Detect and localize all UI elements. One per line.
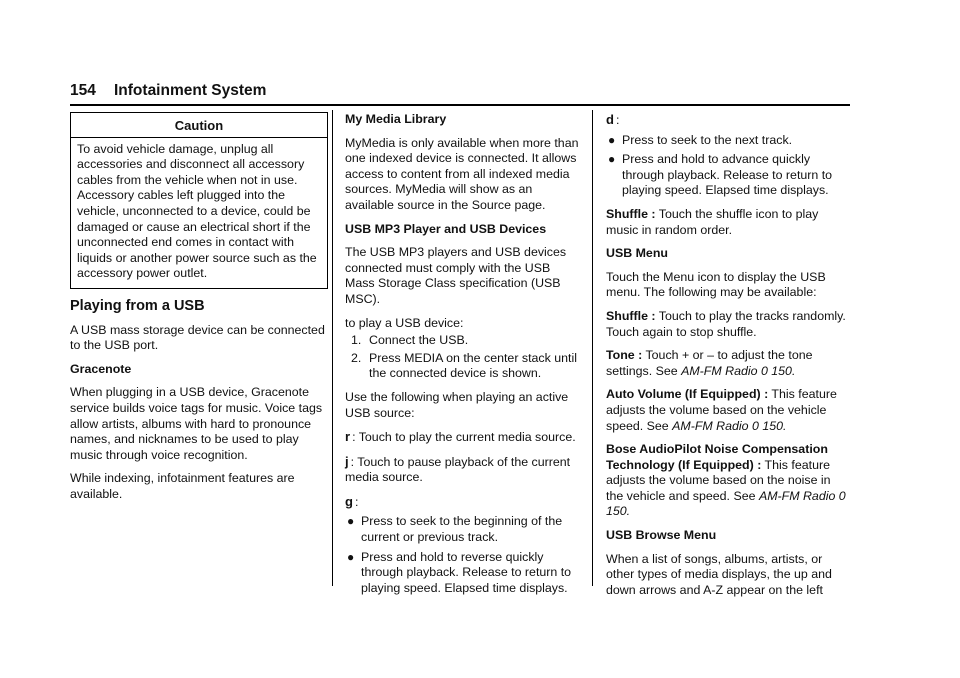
auto-volume-item: Auto Volume (If Equipped) : This feature adjusts the volume based on the vehicle speed. See AM-FM Radio 0 150. [606, 387, 837, 433]
column-3 [606, 112, 850, 606]
usb-menu-text: Touch the Menu icon to display the USB menu. The following may be available: [606, 269, 826, 300]
usb-intro: A USB mass storage device can be connected to the USB port. [70, 322, 325, 353]
caution-title: Caution [71, 113, 327, 138]
section-heading: Playing from a USB [70, 297, 205, 314]
usb-devices-text: The USB MP3 players and USB devices connected must comply with the USB Mass Storage Class specification (USB MSC). [345, 245, 567, 306]
gracenote-heading: Gracenote [70, 361, 132, 376]
use-following-text: Use the following when playing an active USB source: [345, 389, 569, 420]
shuffle-menu-item: Shuffle : Touch to play the tracks randomly. Touch again to stop shuffle. [606, 308, 846, 339]
section-title: Infotainment System [114, 82, 267, 99]
column-divider-1 [332, 110, 333, 586]
column-2 [345, 112, 583, 604]
mymedia-text: MyMedia is only available when more than one indexed device is connected. It allows access to content from all indexed media sources. MyMedia will show as an available source in the Source page. [345, 135, 579, 212]
usb-menu-heading: USB Menu [606, 246, 668, 261]
steps-list [345, 333, 583, 382]
to-play-text: to play a USB device: [345, 315, 464, 330]
next-track-item: d : [606, 112, 620, 127]
previous-bullets [345, 514, 583, 596]
usb-devices-heading: USB MP3 Player and USB Devices [345, 221, 547, 236]
auto-volume-reference: AM-FM Radio [672, 418, 749, 433]
pause-item: j : Touch to pause playback of the current media source. [345, 453, 571, 485]
play-item: r : Touch to play the current media source. [345, 429, 576, 445]
play-icon: r [345, 429, 351, 445]
shuffle-item: Shuffle : Touch the shuffle icon to play music in random order. [606, 206, 819, 237]
bose-item: Bose AudioPilot Noise Compensation Technology (If Equipped) : This feature adjusts the volume based on the noise in the vehicle and speed. See AM-FM Radio 0 150. [606, 442, 846, 519]
step-item: 1. Connect the USB. [351, 333, 469, 348]
list-item: ● Press to seek to the beginning of the current or previous track. [347, 514, 563, 545]
bose-reference: AM-FM Radio [758, 488, 836, 503]
mymedia-heading: My Media Library [345, 112, 447, 126]
browse-menu-heading: USB Browse Menu [606, 528, 717, 543]
previous-track-icon: g [345, 493, 353, 509]
indexing-text: While indexing, infotainment features are available. [70, 471, 295, 501]
column-1 [70, 112, 328, 510]
list-item: ● Press and hold to advance quickly through playback. Release to return to playing speed. Elapsed time displays. [608, 152, 833, 198]
list-item: ● Press to seek to the next track. [608, 132, 793, 147]
tone-reference: AM-FM Radio [681, 363, 758, 378]
next-bullets [606, 133, 850, 199]
page-header [70, 82, 850, 106]
column-divider-2 [592, 110, 593, 586]
next-track-icon: d [606, 112, 614, 127]
caution-box [70, 112, 328, 289]
previous-track-item: g : [345, 493, 359, 509]
list-item: ● Press and hold to reverse quickly through playback. Release to return to playing speed. Elapsed time displays. [347, 549, 572, 595]
header-rule [70, 104, 850, 106]
caution-body: To avoid vehicle damage, unplug all accessories and disconnect all accessory cables from the vehicle when not in use. Accessory cables left plugged into the vehicle, unconnected to a device, could be damaged or cause an electrical short if the unconnected end comes in contact with liquids or another power source such as the accessory power outlet. [77, 141, 317, 281]
browse-menu-text: When a list of songs, albums, artists, or other types of media displays, the up and down arrows and A-Z appear on the left [606, 551, 832, 597]
pause-icon: j [345, 453, 349, 469]
step-item: 2. Press MEDIA on the center stack until the connected device is shown. [351, 350, 577, 381]
tone-item: Tone : Touch + or – to adjust the tone settings. See AM-FM Radio 0 150. [606, 348, 813, 378]
gracenote-text: When plugging in a USB device, Gracenote service builds voice tags for music. Voice tags allow artists, albums with hard to pronounce names, and nicknames to be used to play music through voice recognition. [70, 385, 323, 462]
page-number: 154 [70, 82, 96, 99]
